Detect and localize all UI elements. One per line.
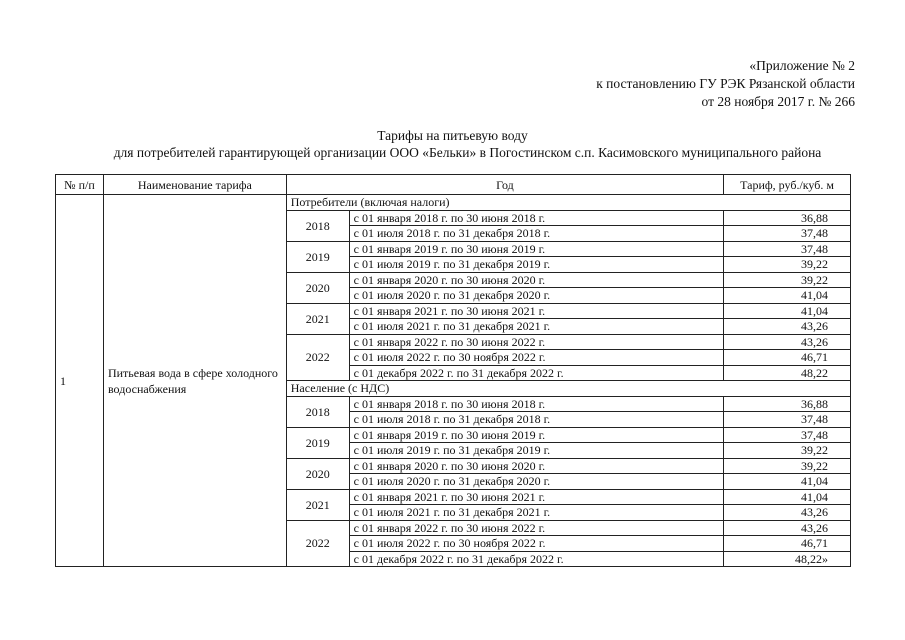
period-cell: с 01 января 2018 г. по 30 июня 2018 г. (349, 396, 723, 412)
tariff-value-cell: 37,48 (724, 412, 851, 428)
resolution-date: от 28 ноября 2017 г. № 266 (701, 94, 855, 109)
tariff-value-cell: 36,88 (724, 396, 851, 412)
title-line-2: для потребителей гарантирующей организации ООО «Бельки» в Погостинском с.п. Касимовского муниципального района (113, 145, 822, 160)
tariff-value-cell: 43,26 (724, 334, 851, 350)
tariff-value-cell: 46,71 (724, 350, 851, 366)
period-cell: с 01 июля 2021 г. по 31 декабря 2021 г. (349, 505, 723, 521)
tariff-value-cell: 41,04 (724, 303, 851, 319)
year-cell: 2022 (286, 334, 349, 381)
period-cell: с 01 января 2021 г. по 30 июня 2021 г. (349, 489, 723, 505)
tariff-value-cell: 43,26 (724, 505, 851, 521)
table-header-row (56, 175, 851, 195)
period-cell: с 01 декабря 2022 г. по 31 декабря 2022 г. (349, 365, 723, 381)
tariff-value-cell: 48,22» (724, 551, 851, 567)
tariff-value-cell: 41,04 (724, 489, 851, 505)
year-cell: 2018 (286, 210, 349, 241)
group-row (56, 195, 851, 211)
period-cell: с 01 июля 2021 г. по 31 декабря 2021 г. (349, 319, 723, 335)
appendix-label: «Приложение № 2 (749, 58, 855, 73)
tariff-value-cell: 41,04 (724, 474, 851, 490)
col-header-year: Год (286, 175, 723, 195)
period-cell: с 01 июля 2018 г. по 31 декабря 2018 г. (349, 226, 723, 242)
tariff-value-cell: 39,22 (724, 458, 851, 474)
period-cell: с 01 января 2021 г. по 30 июня 2021 г. (349, 303, 723, 319)
col-header-number: № п/п (56, 175, 104, 195)
tariff-value-cell: 48,22 (724, 365, 851, 381)
year-cell: 2019 (286, 427, 349, 458)
period-cell: с 01 декабря 2022 г. по 31 декабря 2022 г. (349, 551, 723, 567)
col-header-name: Наименование тарифа (103, 175, 286, 195)
year-cell: 2018 (286, 396, 349, 427)
appendix-header (596, 57, 855, 111)
tariff-name: Питьевая вода в сфере холодного водоснабжения (103, 195, 286, 567)
year-cell: 2019 (286, 241, 349, 272)
period-cell: с 01 января 2019 г. по 30 июня 2019 г. (349, 241, 723, 257)
tariff-value-cell: 39,22 (724, 257, 851, 273)
document-title (0, 127, 905, 161)
tariff-table (55, 174, 851, 567)
period-cell: с 01 января 2018 г. по 30 июня 2018 г. (349, 210, 723, 226)
period-cell: с 01 июля 2019 г. по 31 декабря 2019 г. (349, 443, 723, 459)
tariff-value-cell: 43,26 (724, 520, 851, 536)
period-cell: с 01 января 2020 г. по 30 июня 2020 г. (349, 458, 723, 474)
tariff-value-cell: 36,88 (724, 210, 851, 226)
tariff-value-cell: 37,48 (724, 427, 851, 443)
tariff-value-cell: 37,48 (724, 241, 851, 257)
period-cell: с 01 июля 2022 г. по 30 ноября 2022 г. (349, 536, 723, 552)
period-cell: с 01 июля 2018 г. по 31 декабря 2018 г. (349, 412, 723, 428)
row-number: 1 (56, 195, 104, 567)
year-cell: 2020 (286, 272, 349, 303)
tariff-value-cell: 43,26 (724, 319, 851, 335)
tariff-value-cell: 39,22 (724, 443, 851, 459)
group-label: Население (с НДС) (286, 381, 850, 397)
year-cell: 2021 (286, 489, 349, 520)
tariff-value-cell: 46,71 (724, 536, 851, 552)
period-cell: с 01 января 2019 г. по 30 июня 2019 г. (349, 427, 723, 443)
title-line-1: Тарифы на питьевую воду (377, 128, 528, 143)
col-header-tariff: Тариф, руб./куб. м (724, 175, 851, 195)
year-cell: 2021 (286, 303, 349, 334)
year-cell: 2020 (286, 458, 349, 489)
period-cell: с 01 января 2020 г. по 30 июня 2020 г. (349, 272, 723, 288)
period-cell: с 01 июля 2020 г. по 31 декабря 2020 г. (349, 288, 723, 304)
tariff-value-cell: 41,04 (724, 288, 851, 304)
table-body (56, 195, 851, 567)
group-label: Потребители (включая налоги) (286, 195, 850, 211)
period-cell: с 01 января 2022 г. по 30 июня 2022 г. (349, 520, 723, 536)
period-cell: с 01 июля 2019 г. по 31 декабря 2019 г. (349, 257, 723, 273)
period-cell: с 01 июля 2020 г. по 31 декабря 2020 г. (349, 474, 723, 490)
tariff-value-cell: 39,22 (724, 272, 851, 288)
year-cell: 2022 (286, 520, 349, 567)
period-cell: с 01 июля 2022 г. по 30 ноября 2022 г. (349, 350, 723, 366)
period-cell: с 01 января 2022 г. по 30 июня 2022 г. (349, 334, 723, 350)
tariff-value-cell: 37,48 (724, 226, 851, 242)
resolution-reference: к постановлению ГУ РЭК Рязанской области (596, 76, 855, 91)
